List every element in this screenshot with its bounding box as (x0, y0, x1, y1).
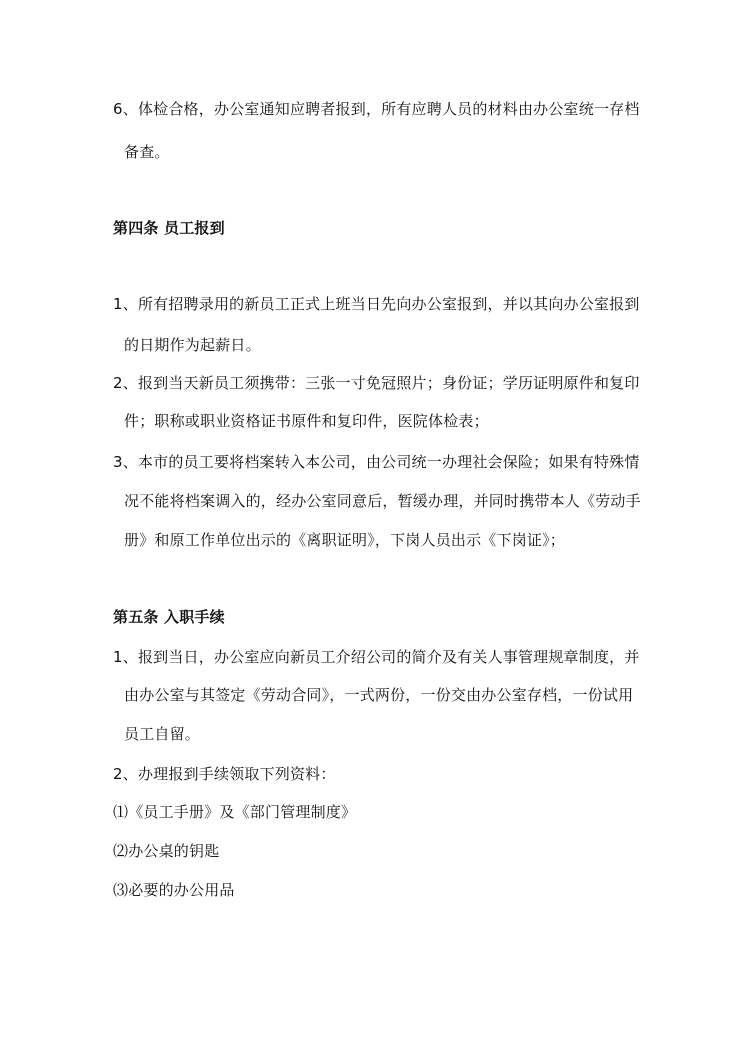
article5-sub3: ⑶必要的办公用品 (113, 881, 235, 899)
article4-item3-line2: 况不能将档案调入的，经办公室同意后，暂缓办理，并同时携带本人《劳动手 (124, 492, 641, 510)
item6-line1: 6、体检合格，办公室通知应聘者报到，所有应聘人员的材料由办公室统一存档 (113, 100, 640, 118)
article5-item2: 2、办理报到手续领取下列资料： (113, 765, 336, 783)
article5-item1-line2: 由办公室与其签定《劳动合同》，一式两份，一份交由办公室存档，一份试用 (124, 686, 634, 704)
article4-item3-line3: 册》和原工作单位出示的《离职证明》，下岗人员出示《下岗证》； (124, 531, 566, 549)
article4-item2-line2: 件；职称或职业资格证书原件和复印件，医院体检表； (124, 412, 489, 430)
article4-item2-line1: 2、报到当天新员工须携带：三张一寸免冠照片；身份证；学历证明原件和复印 (113, 374, 640, 392)
article4-item3-line1: 3、本市的员工要将档案转入本公司，由公司统一办理社会保险；如果有特殊情 (113, 453, 640, 471)
article4-item1-line1: 1、所有招聘录用的新员工正式上班当日先向办公室报到，并以其向办公室报到 (113, 295, 640, 313)
article5-heading: 第五条 入职手续 (113, 608, 225, 626)
article5-item1-line3: 员工自留。 (124, 725, 201, 743)
article5-sub2: ⑵办公桌的钥匙 (113, 842, 220, 860)
article4-heading: 第四条 员工报到 (113, 219, 225, 237)
article4-item1-line2: 的日期作为起薪日。 (124, 336, 261, 354)
article5-item1-line1: 1、报到当日，办公室应向新员工介绍公司的简介及有关人事管理规章制度，并 (113, 648, 640, 666)
item6-line2: 备查。 (124, 143, 170, 161)
article5-sub1: ⑴《员工手册》及《部门管理制度》 (113, 803, 357, 821)
